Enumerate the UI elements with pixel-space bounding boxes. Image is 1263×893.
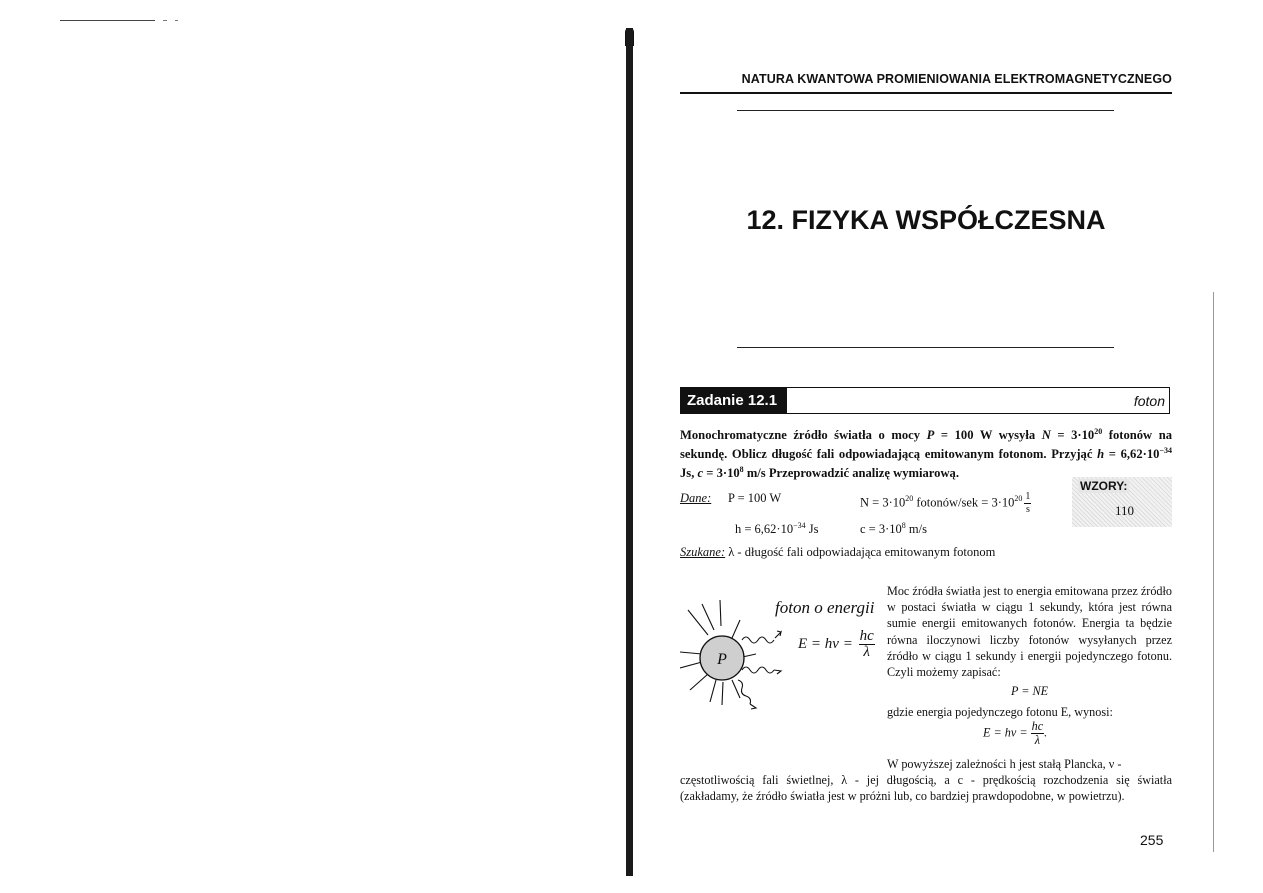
problem-statement: Monochromatyczne źródło światła o mocy P = 100 W wysyła $N = 3\cdot 10^{20}$ fotonów na sekundę. Oblicz długość fali odpowiadającą emitowanym fotonom. Przyjąć $h = 6,62\cdot 10^{-34}$ Js, $c = 3\cdot 10^8$ m/s Przeprowadzić analizę wymiarową. — [680, 427, 1172, 481]
solution-paragraph-2: gdzie energia pojedynczego fotonu E, wynosi: — [887, 705, 1113, 719]
solution-paragraph-1: Moc źródła światła jest to energia emitowana przez źródło w postaci światła w ciągu 1 sekundy, która jest równa sumie energii emitowanych fotonów. Energia ta będzie równa iloczynowi liczby fotonów wysyłanych przez źródło w ciągu 1 sekundy i energii pojedynczego fotonu. Czyli możemy zapisać: — [887, 584, 1172, 680]
equation-power: P = NE — [1010, 684, 1049, 698]
page-number: 255 — [1140, 832, 1164, 848]
formula-number: 110 — [1115, 503, 1135, 518]
running-head-rule — [680, 92, 1172, 94]
task-label: Zadanie 12.1 — [680, 387, 787, 414]
figure-formula: E = hν = $\frac{hc}{\lambda}$ — [798, 628, 874, 660]
sought-line: Szukane: λ - długość fali odpowiadająca emitowanym fotonom — [680, 545, 996, 559]
page-edge — [1213, 292, 1214, 852]
formulas-label: WZORY: — [1080, 479, 1128, 493]
equation-energy: E = hν = $\frac{hc}{\lambda}$ . — [983, 719, 1048, 747]
book-spine — [626, 28, 633, 876]
left-page-mark — [175, 20, 178, 21]
chapter-rule-bottom — [737, 347, 1114, 348]
given-label: Dane: — [680, 491, 712, 505]
solution-paragraph-3-start: W powyższej zależności h jest stałą Plancka, ν - — [887, 757, 1122, 771]
given-power: P = 100 W — [728, 491, 782, 505]
light-source-label: P — [717, 651, 727, 668]
chapter-rule-top — [737, 110, 1114, 111]
given-speed-of-light: $c = 3\cdot 10^8$ m/s — [860, 521, 927, 537]
left-page-mark — [163, 20, 167, 21]
given-photon-count: $N = 3\cdot 10^{20}$ fotonów/sek = $3\cdot 10^{20}$ $\frac{1}{s}$ — [860, 491, 1031, 515]
running-head: NATURA KWANTOWA PROMIENIOWANIA ELEKTROMAGNETYCZNEGO — [741, 72, 1172, 86]
solution-paragraph-3-rest: częstotliwością fali świetlnej, λ - jej długością, a c - prędkością rozchodzenia się światła (zakładamy, że źródło światła jest w próżni lub, co bardziej prawdopodobne, w powietrzu). — [680, 773, 1172, 804]
chapter-title: 12. FIZYKA WSPÓŁCZESNA — [746, 205, 1106, 235]
left-page-mark — [60, 20, 155, 21]
given-planck: $h = 6,62\cdot 10^{-34}$ Js — [735, 521, 819, 537]
task-topic: foton — [1133, 393, 1165, 409]
figure-caption: foton o energii — [775, 598, 875, 617]
